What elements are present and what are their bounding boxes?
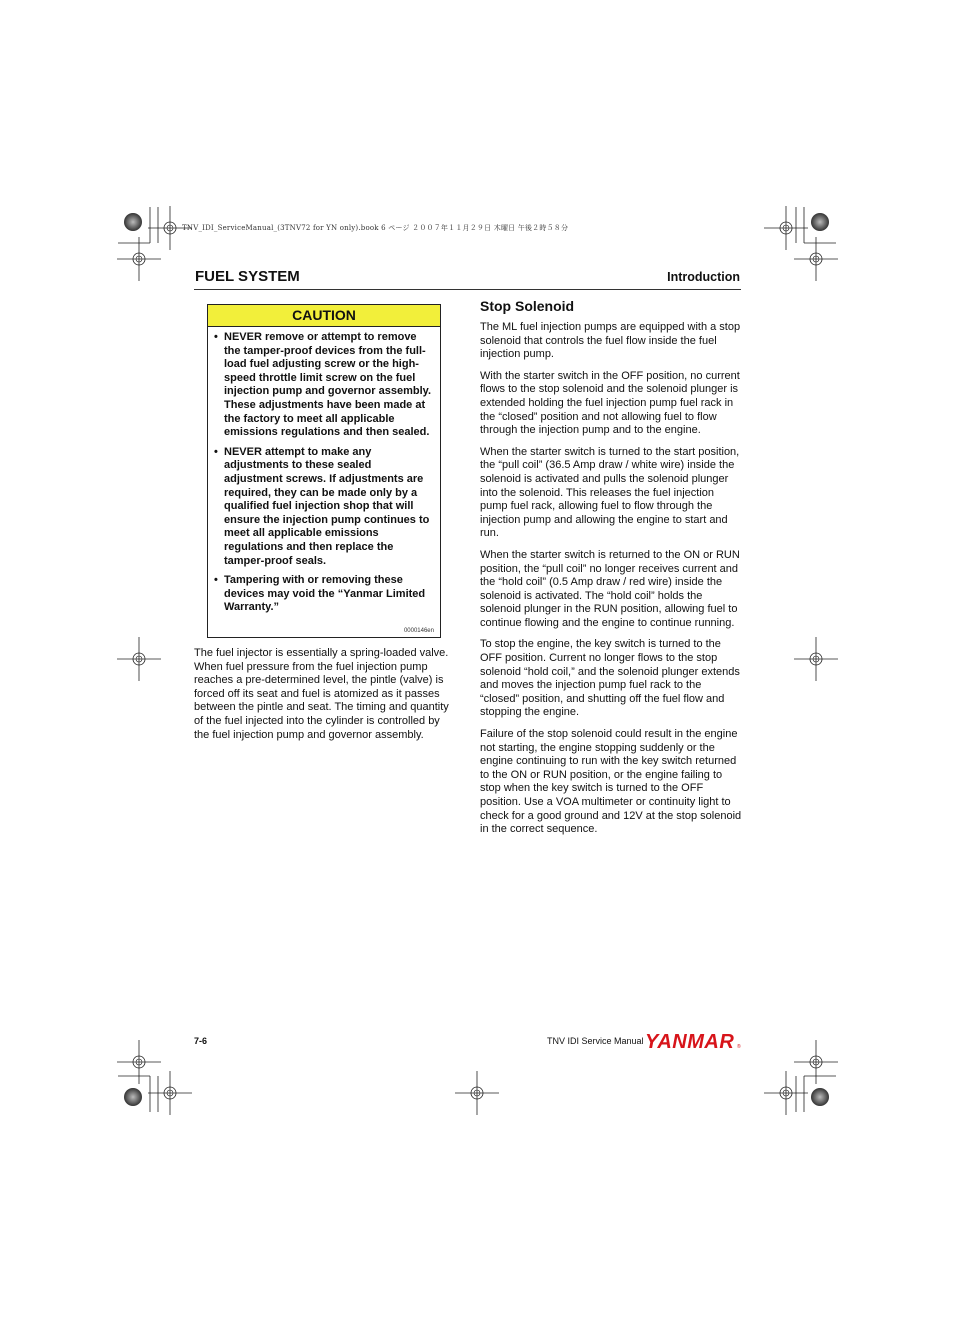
header-rule — [194, 289, 741, 290]
caution-item — [214, 574, 432, 615]
section-title: FUEL SYSTEM — [195, 268, 300, 285]
right-column — [480, 298, 742, 845]
caution-list — [208, 327, 440, 615]
body-paragraph: The ML fuel injection pumps are equipped with a stop solenoid that controls the fuel flow inside the fuel injection pump. — [480, 321, 741, 361]
body-paragraph: When the starter switch is turned to the start position, the “pull coil” (36.5 Amp draw / white wire) inside the solenoid is activated and pulls the solenoid plunger into the solenoid. This releases the fuel injection pump fuel rack, allowing fuel to flow through the injection pump and allowing the engine to start and run. — [480, 445, 740, 540]
left-column — [194, 647, 454, 750]
bullet-icon: • — [214, 445, 218, 458]
yanmar-logo — [645, 1030, 743, 1052]
caution-box — [207, 304, 441, 638]
body-paragraph: The fuel injector is essentially a spring-loaded valve. When fuel pressure from the fuel injection pump reaches a pre-determined level, the pintle (valve) is forced off its seat and fuel is atomized as it passes between the pintle and seat. The timing and quantity of the fuel injected into the cylinder is controlled by the fuel injection pump and governor assembly. — [194, 647, 449, 741]
caution-code: 0000146en — [403, 628, 434, 634]
caution-title: CAUTION — [208, 305, 440, 327]
body-paragraph: Failure of the stop solenoid could result in the engine not starting, the engine stopping suddenly or the engine continuing to run with the key switch returned to the ON or RUN position, or the engine failing to stop when the key switch is turned to the OFF position. Use a VOA multimeter or continuity light to check for a good ground and 12V at the stop solenoid in the correct sequence. — [480, 728, 742, 836]
logo-text: YANMAR — [645, 1031, 735, 1052]
print-slug: TNV_IDI_ServiceManual_(3TNV72 for YN only).book 6 ページ ２００７年１１月２９日 木曜日 午後２時５８分 — [182, 224, 569, 232]
bullet-icon: • — [214, 574, 218, 587]
manual-name: TNV IDI Service Manual — [547, 1036, 644, 1046]
body-paragraph: To stop the engine, the key switch is turned to the OFF position. Current no longer flows to the stop solenoid “hold coil,” and the solenoid plunger extends and moves the injection pump fuel rack to the “closed” position, and shutting off the fuel flow and stopping the engine. — [480, 638, 740, 719]
caution-item-text: Tampering with or removing these devices may void the “Yanmar Limited Warranty.” — [224, 574, 426, 614]
body-paragraph: When the starter switch is returned to the ON or RUN position, the “pull coil” no longer receives current and the “hold coil” (0.5 Amp draw / red wire) inside the solenoid is activated. The “hold coil” holds the solenoid plunger in the RUN position, allowing fuel to continue flowing and the engine to continue running. — [480, 548, 740, 629]
caution-item-text: NEVER attempt to make any adjustments to these sealed adjustment screws. If adjustments are required, they can be made only by a qualified fuel injection shop that will ensure the injection pump continues to meet all applicable emissions regulations and then replace the tamper-proof seals. — [224, 445, 430, 567]
caution-item — [214, 446, 432, 568]
svg-text:®: ® — [737, 1044, 741, 1050]
caution-item — [214, 331, 432, 440]
page-number: 7-6 — [194, 1036, 208, 1046]
stop-solenoid-heading: Stop Solenoid — [480, 298, 575, 314]
section-subtitle: Introduction — [667, 270, 740, 284]
body-paragraph: With the starter switch in the OFF position, no current flows to the stop solenoid and the solenoid plunger is extended holding the fuel injection pump fuel rack in the “closed” position and not allowing fuel to flow through the injection pump and to the engine. — [480, 369, 740, 437]
bullet-icon: • — [214, 331, 218, 343]
caution-item-text: NEVER remove or attempt to remove the tamper-proof devices from the full-load fuel adjusting screw or the high-speed throttle limit screw on the fuel injection pump and governor assembly. These adjustments have been made at the factory to meet all applicable emissions regulations and then sealed. — [224, 331, 432, 439]
